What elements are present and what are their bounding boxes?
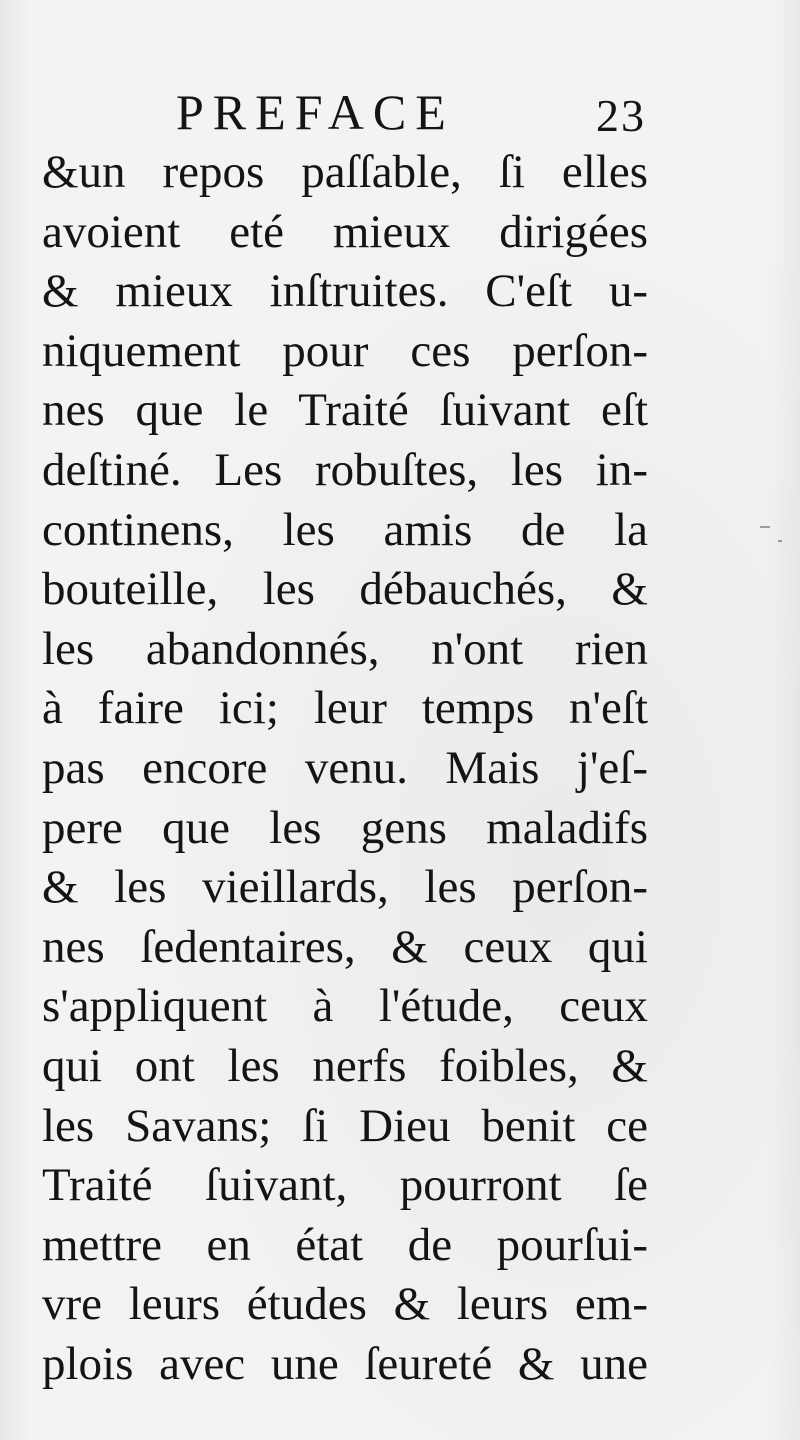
paper-speck [778,540,782,542]
text-line: Traité ſuivant, pourront ſe [42,1159,648,1212]
text-line: à faire ici; leur temps n'eſt [42,682,648,735]
text-line: les Savans; ſi Dieu benit ce [42,1099,648,1152]
page-number: 23 [596,90,646,141]
body-text [42,143,648,1394]
text-line: qui ont les nerfs foibles, & [42,1039,648,1092]
text-line: s'appliquent à l'étude, ceux [42,980,648,1033]
text-line: deſtiné. Les robuſtes, les in- [42,443,648,496]
text-line: &un repos paſſable, ſi elles [42,146,648,198]
text-line: & mieux inſtruites. C'eſt u- [42,265,648,318]
text-line: niquement pour ces perſon- [42,324,648,377]
running-head-title: PREFACE [176,84,455,140]
text-line: pas encore venu. Mais j'eſ- [42,741,648,794]
text-line: mettre en état de pourſui- [42,1218,648,1271]
text-line: nes que le Traité ſuivant eſt [42,384,648,437]
text-line: bouteille, les débauchés, & [42,563,648,616]
text-line: plois avec une ſeureté & une [42,1337,648,1390]
paper-speck [760,526,770,528]
text-line: continens, les amis de la [42,503,648,556]
running-head [0,78,800,148]
text-line: & les vieillards, les perſon- [42,861,648,914]
text-line: pere que les gens maladifs [42,801,648,854]
text-line: les abandonnés, n'ont rien [42,622,648,675]
text-line: vre leurs études & leurs em- [42,1278,648,1331]
text-line: avoient eté mieux dirigées [42,205,648,258]
text-line: nes ſedentaires, & ceux qui [42,920,648,973]
